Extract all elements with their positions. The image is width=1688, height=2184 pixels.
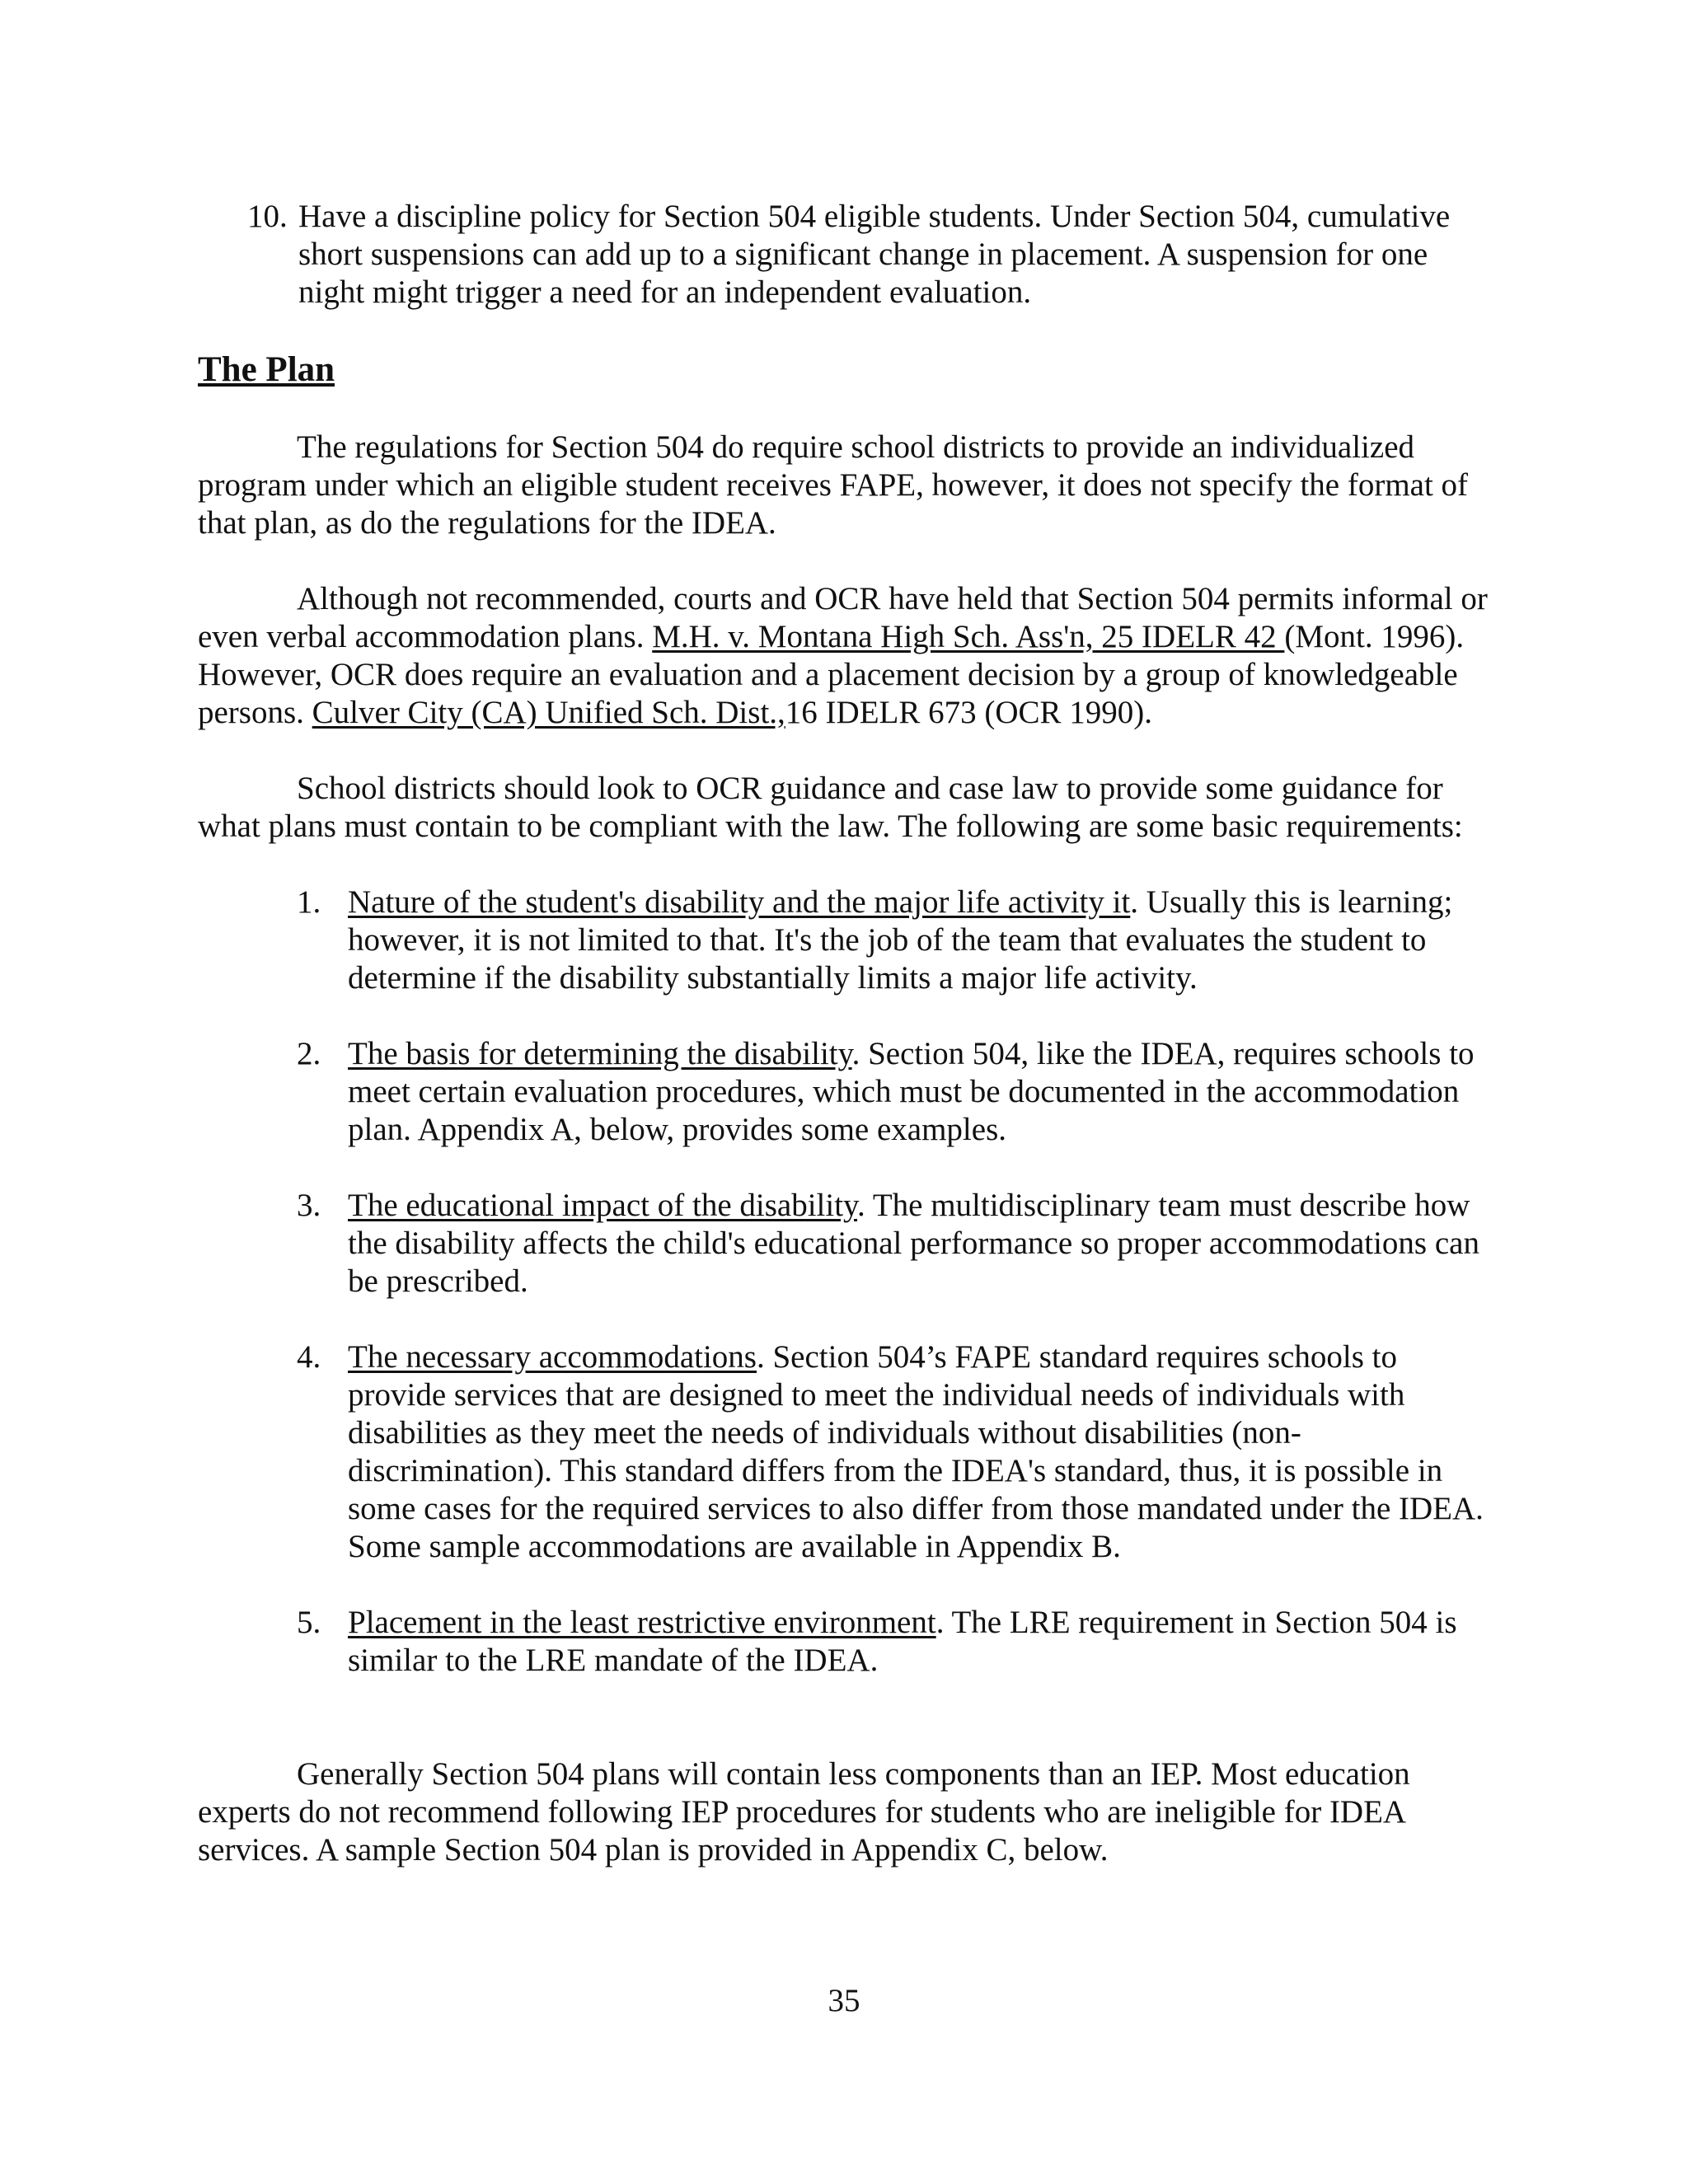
requirement-item bbox=[297, 1604, 1500, 1680]
requirement-item bbox=[297, 883, 1500, 997]
paragraph-regulations: The regulations for Section 504 do require school districts to provide an individualized program under which an eligible student receives FAPE, however, it does not specify the format of that plan, as do the regulations for the IDEA. bbox=[198, 429, 1469, 541]
list-item-text: Have a discipline policy for Section 504 eligible students. Under Section 504, cumulative short suspensions can add up to a significant change in placement. A suspension for one night might trigger a need for an independent evaluation. bbox=[298, 199, 1451, 310]
requirement-number: 1. bbox=[297, 884, 321, 920]
requirement-text: . The LRE requirement in Section 504 is similar to the LRE mandate of the IDEA. bbox=[348, 1605, 1457, 1678]
document-page bbox=[198, 198, 1500, 1907]
requirement-item bbox=[297, 1187, 1500, 1301]
paragraph-text: 16 IDELR 673 (OCR 1990). bbox=[785, 695, 1153, 730]
paragraph-text: Although not recommended, courts and OCR have held that Section 504 permits informal or even verbal accommodation plans. bbox=[198, 581, 1488, 654]
list-item-10 bbox=[247, 198, 1500, 312]
discipline-list bbox=[247, 198, 1500, 312]
requirement-item bbox=[297, 1338, 1500, 1566]
section-heading: The Plan bbox=[198, 350, 335, 389]
requirement-text: . Section 504, like the IDEA, requires schools to meet certain evaluation procedures, which must be documented in the accommodation plan. Appendix A, below, provides some examples. bbox=[348, 1036, 1475, 1147]
requirement-title: The basis for determining the disability bbox=[348, 1036, 852, 1071]
case-citation-culver-city: Culver City (CA) Unified Sch. Dist., bbox=[312, 695, 785, 730]
requirement-text: . Usually this is learning; however, it is not limited to that. It's the job of the team that evaluates the student to determine if the disability substantially limits a major life activity. bbox=[348, 884, 1453, 996]
paragraph-guidance: School districts should look to OCR guidance and case law to provide some guidance for what plans must contain to be compliant with the law. The following are some basic requirements: bbox=[198, 771, 1463, 844]
requirement-title: The educational impact of the disability bbox=[348, 1188, 858, 1223]
requirement-text: . Section 504’s FAPE standard requires schools to provide services that are designed to meet the individual needs of individuals with disabilities as they meet the needs of individuals without disabilities (non-discrimination). This standard differs from the IDEA's standard, thus, it is possible in some cases for the required services to also differ from those mandated under the IDEA. Some sample accommodations are available in Appendix B. bbox=[348, 1339, 1484, 1564]
requirement-number: 2. bbox=[297, 1036, 321, 1071]
paragraph-text: (Mont. 1996). However, OCR does require an evaluation and a placement decision by a group of knowledgeable persons. bbox=[198, 619, 1465, 730]
requirement-title: Placement in the least restrictive environment bbox=[348, 1605, 936, 1640]
requirement-item bbox=[297, 1035, 1500, 1149]
requirement-number: 3. bbox=[297, 1188, 321, 1223]
page-number: 35 bbox=[828, 1983, 860, 2018]
requirement-number: 4. bbox=[297, 1339, 321, 1375]
case-citation-mh-montana: M.H. v. Montana High Sch. Ass'n, 25 IDELR 42 bbox=[652, 619, 1285, 654]
requirement-title: The necessary accommodations bbox=[348, 1339, 757, 1375]
requirement-number: 5. bbox=[297, 1605, 321, 1640]
requirement-text: . The multidisciplinary team must describe how the disability affects the child's educational performance so proper accommodations can be prescribed. bbox=[348, 1188, 1479, 1299]
requirements-list bbox=[297, 883, 1500, 1680]
paragraph-components: Generally Section 504 plans will contain less components than an IEP. Most education experts do not recommend following IEP procedures for students who are ineligible for IDEA services. A sample Section 504 plan is provided in Appendix C, below. bbox=[198, 1756, 1410, 1868]
paragraph-informal-plans bbox=[198, 580, 1500, 732]
list-number: 10. bbox=[247, 199, 288, 234]
requirement-title: Nature of the student's disability and the major life activity it bbox=[348, 884, 1131, 920]
